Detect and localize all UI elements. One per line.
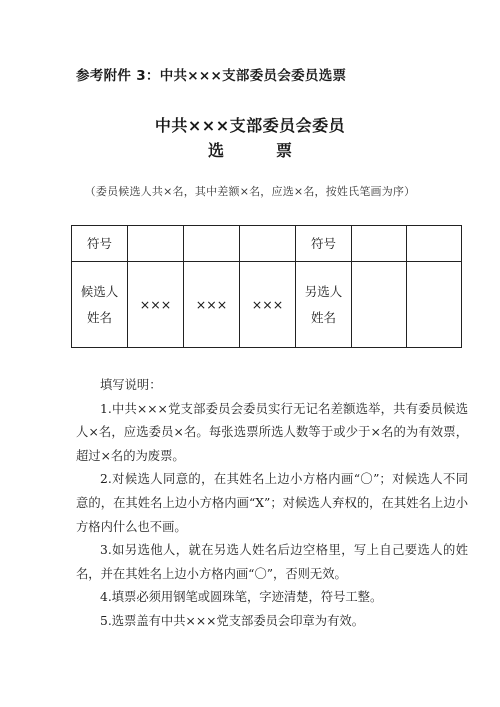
symbol-box[interactable]: [407, 226, 462, 262]
symbol-box[interactable]: [128, 226, 184, 262]
candidate-label: [72, 262, 128, 348]
ballot-title: 中共×××支部委员会委员: [154, 116, 346, 135]
instruction-item: 2.对候选人同意的，在其姓名上边小方格内画“〇”；对候选人不同意的，在其姓名上边小方格内画“X”；对候选人弃权的，在其姓名上边小方格内什么也不画。: [76, 472, 468, 534]
other-candidate-label: [296, 262, 352, 348]
instruction-item: 3.如另选他人，就在另选人姓名后边空格里，写上自己要选人的姓名，并在其姓名上边小方格内画“〇”，否则无效。: [76, 543, 468, 581]
other-label-line1: 另选人: [304, 283, 343, 299]
symbol-box[interactable]: [352, 226, 407, 262]
symbol-label: 符号: [72, 226, 128, 262]
symbol-label-right: 符号: [296, 226, 352, 262]
candidate-label-line1: 候选人: [80, 283, 119, 299]
ballot-note: （委员候选人共×名，其中差额×名，应选×名，按姓氏笔画为序）: [84, 185, 416, 198]
other-label-line2: 姓名: [310, 309, 336, 325]
symbol-box[interactable]: [240, 226, 296, 262]
attachment-title: 参考附件 3：中共×××支部委员会委员选票: [76, 68, 347, 84]
instructions: [76, 374, 468, 634]
ballot-table: [71, 225, 462, 348]
write-in-box[interactable]: [407, 262, 462, 348]
candidate-name: ×××: [128, 262, 184, 348]
subtitle-left-char: 选: [207, 141, 224, 160]
instruction-item: 4.填票必须用钢笔或圆珠笔，字迹清楚，符号工整。: [100, 590, 383, 605]
instruction-item: 1.中共×××党支部委员会委员实行无记名差额选举，共有委员候选人×名，应选委员×名。每张选票所选人数等于或少于×名的为有效票，超过×名的为废票。: [76, 401, 468, 463]
candidate-label-line2: 姓名: [86, 309, 112, 325]
ballot-subtitle: [0, 138, 500, 161]
candidate-name: ×××: [240, 262, 296, 348]
subtitle-right-char: 票: [276, 141, 293, 160]
write-in-box[interactable]: [352, 262, 407, 348]
candidate-name: ×××: [184, 262, 240, 348]
instructions-heading: 填写说明：: [100, 378, 162, 392]
instruction-item: 5.选票盖有中共×××党支部委员会印章为有效。: [100, 613, 364, 628]
symbol-row: [72, 226, 462, 262]
name-row: [72, 262, 462, 348]
symbol-box[interactable]: [184, 226, 240, 262]
